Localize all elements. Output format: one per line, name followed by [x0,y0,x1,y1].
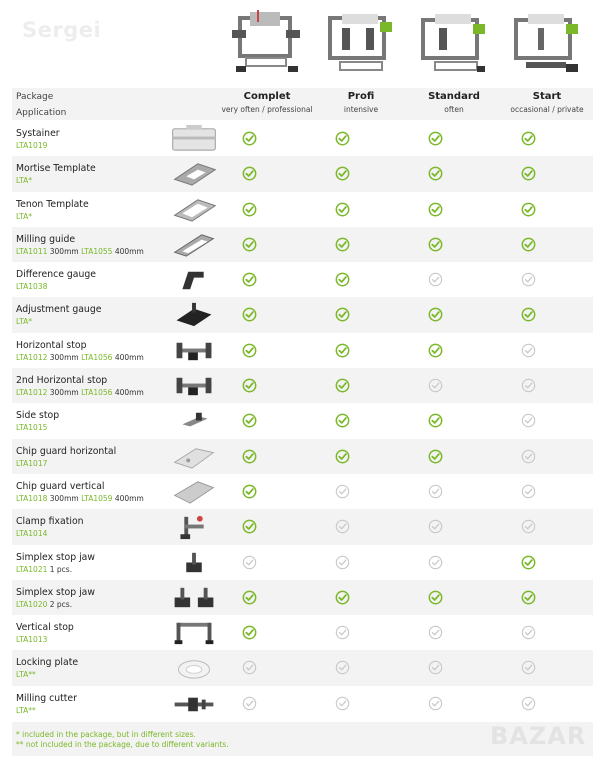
item-code-number: LTA1013 [16,635,48,645]
check-excluded-icon-standard [428,519,443,534]
column-header-profi: Profi intensive [343,91,379,114]
item-code-number: LTA* [16,317,33,327]
check-excluded-icon-profi [335,660,350,675]
check-included-icon-start [521,237,536,252]
table-row [12,227,593,262]
item-code [16,565,72,574]
table-row [12,192,593,227]
item-name: Adjustment gauge [16,304,102,316]
item-name: Simplex stop jaw [16,586,95,598]
simplex-stop-jaw-icon [168,547,220,578]
check-excluded-icon-start [521,484,536,499]
check-excluded-icon-profi [335,625,350,640]
item-code-size: 400mm [112,493,144,503]
table-row [12,333,593,368]
column-header-standard: Standard often [428,91,480,114]
table-row [12,509,593,544]
locking-plate-icon [168,652,220,683]
check-excluded-icon-standard [428,272,443,287]
table-row [12,615,593,650]
item-code-number: LTA1014 [16,529,48,539]
item-code-number: LTA1017 [16,458,48,468]
vertical-stop-icon [168,617,220,648]
check-included-icon-profi [335,378,350,393]
check-included-icon-standard [428,449,443,464]
check-excluded-icon-profi [335,519,350,534]
check-excluded-icon-start [521,378,536,393]
item-code [16,247,144,256]
item-code-number: LTA1011 [16,246,48,256]
item-code-size: 300mm [47,352,82,362]
watermark-bottom: BAZAR [490,722,587,750]
package-image-standard [415,8,493,78]
check-excluded-icon-complet [242,660,257,675]
column-header-start: Start occasional / private [510,91,584,114]
item-code-number: LTA1019 [16,141,48,150]
package-label: Package [16,92,54,102]
item-name: Vertical stop [16,622,74,634]
table-row [12,474,593,509]
item-code-number: LTA1059 [81,493,113,503]
item-code [16,317,32,326]
table-row [12,368,593,403]
check-included-icon-standard [428,590,443,605]
milling-guide-icon [168,229,220,260]
check-included-icon-complet [242,343,257,358]
check-included-icon-start [521,202,536,217]
systainer-icon [168,123,220,154]
watermark-top: Sergei [22,18,102,42]
check-included-icon-start [521,166,536,181]
item-code [16,600,72,609]
item-code [16,282,47,291]
milling-cutter-icon [168,688,220,719]
comparison-table [12,121,593,721]
check-included-icon-standard [428,307,443,322]
horizontal-stop-icon [168,335,220,366]
item-name: Systainer [16,128,60,139]
check-included-icon-start [521,590,536,605]
check-included-icon-complet [242,307,257,322]
item-code-size: 300mm [47,246,82,256]
check-excluded-icon-profi [335,696,350,711]
tenon-template-icon [168,194,220,225]
table-row [12,121,593,156]
check-included-icon-start [521,555,536,570]
check-included-icon-standard [428,343,443,358]
item-code-size: 400mm [112,388,144,398]
item-code [16,212,32,221]
check-included-icon-start [521,307,536,322]
check-included-icon-standard [428,131,443,146]
check-included-icon-profi [335,131,350,146]
package-image-complet [228,8,306,78]
table-row [12,686,593,721]
check-included-icon-profi [335,272,350,287]
check-excluded-icon-start [521,696,536,711]
check-excluded-icon-start [521,625,536,640]
check-excluded-icon-standard [428,696,443,711]
item-code [16,706,36,715]
check-excluded-icon-complet [242,696,257,711]
column-header-complet: Complet very often / professional [221,91,313,114]
item-code-number: LTA1012 [16,352,48,362]
clamp-fixation-icon [168,511,220,542]
check-included-icon-complet [242,131,257,146]
item-code-size: 1 pcs. [47,564,73,574]
item-code-number: LTA* [16,176,33,186]
footnote-2: ** not included in the package, due to different variants. [16,740,229,749]
item-name: Milling guide [16,233,76,245]
table-row [12,403,593,438]
item-code-number: LTA1055 [81,246,113,256]
check-included-icon-standard [428,202,443,217]
item-name: Side stop [16,410,60,422]
check-included-icon-profi [335,202,350,217]
difference-gauge-icon [168,264,220,295]
item-code [16,670,36,679]
side-stop-icon [168,405,220,436]
check-excluded-icon-start [521,449,536,464]
check-included-icon-complet [242,519,257,534]
check-included-icon-complet [242,590,257,605]
item-name: Milling cutter [16,692,77,704]
item-code-size: 300mm [47,388,82,398]
check-excluded-icon-standard [428,484,443,499]
item-code [16,459,47,468]
item-code-size: 400mm [112,352,144,362]
item-code [16,353,144,362]
package-image-profi [322,8,400,78]
item-code-number: LTA1012 [16,388,48,398]
table-row [12,262,593,297]
check-excluded-icon-standard [428,378,443,393]
item-name: Mortise Template [16,163,96,175]
table-row [12,297,593,332]
item-code-number: LTA1015 [16,423,48,433]
check-included-icon-complet [242,166,257,181]
item-code [16,423,47,432]
adjustment-gauge-icon [168,299,220,330]
check-excluded-icon-standard [428,660,443,675]
check-included-icon-complet [242,237,257,252]
item-name: Locking plate [16,657,79,669]
item-code [16,529,47,538]
second-horizontal-stop-icon [168,370,220,401]
check-included-icon-complet [242,413,257,428]
item-code-number: LTA1038 [16,282,48,292]
item-name: Horizontal stop [16,339,87,351]
item-code-size: 300mm [47,493,82,503]
item-code [16,176,32,185]
item-code-size: 2 pcs. [47,599,73,609]
item-name: Chip guard vertical [16,480,105,492]
check-excluded-icon-standard [428,555,443,570]
item-code-number: LTA1018 [16,493,48,503]
check-included-icon-complet [242,449,257,464]
check-excluded-icon-start [521,519,536,534]
chip-guard-horizontal-icon [168,441,220,472]
check-included-icon-profi [335,449,350,464]
item-code-number: LTA1056 [81,388,113,398]
table-row [12,545,593,580]
check-included-icon-profi [335,307,350,322]
check-included-icon-profi [335,413,350,428]
package-image-start [508,8,586,78]
table-row [12,650,593,685]
item-code-number: LTA1021 [16,564,48,574]
check-included-icon-complet [242,378,257,393]
mortise-template-icon [168,158,220,189]
item-name: Tenon Template [16,198,89,210]
item-code-number: LTA** [16,705,36,715]
item-name: Chip guard horizontal [16,445,117,457]
item-code [16,141,47,150]
check-included-icon-standard [428,413,443,428]
check-included-icon-standard [428,237,443,252]
table-row [12,580,593,615]
simplex-stop-jaw-pair-icon [168,582,220,613]
item-code-number: LTA** [16,670,36,680]
item-name: 2nd Horizontal stop [16,375,108,387]
item-name: Clamp fixation [16,516,84,528]
item-name: Simplex stop jaw [16,551,95,563]
check-excluded-icon-profi [335,484,350,499]
check-excluded-icon-start [521,413,536,428]
check-excluded-icon-start [521,343,536,358]
check-included-icon-complet [242,484,257,499]
item-code [16,494,144,503]
item-name: Difference gauge [16,269,96,281]
item-code [16,635,47,644]
table-row [12,156,593,191]
footnote-1: * included in the package, but in different sizes. [16,730,196,739]
check-excluded-icon-start [521,272,536,287]
check-included-icon-profi [335,166,350,181]
check-excluded-icon-profi [335,555,350,570]
item-code-number: LTA1020 [16,599,48,609]
table-row [12,439,593,474]
check-included-icon-profi [335,590,350,605]
table-header [12,88,593,120]
chip-guard-vertical-icon [168,476,220,507]
check-included-icon-start [521,131,536,146]
item-code [16,388,144,397]
check-included-icon-profi [335,237,350,252]
check-included-icon-complet [242,625,257,640]
check-included-icon-complet [242,202,257,217]
check-included-icon-standard [428,166,443,181]
check-excluded-icon-standard [428,625,443,640]
application-label: Application [16,108,67,118]
item-code-size: 400mm [112,246,144,256]
check-included-icon-profi [335,343,350,358]
check-excluded-icon-complet [242,555,257,570]
check-excluded-icon-start [521,660,536,675]
item-code-number: LTA* [16,211,33,221]
check-included-icon-complet [242,272,257,287]
item-code-number: LTA1056 [81,352,113,362]
